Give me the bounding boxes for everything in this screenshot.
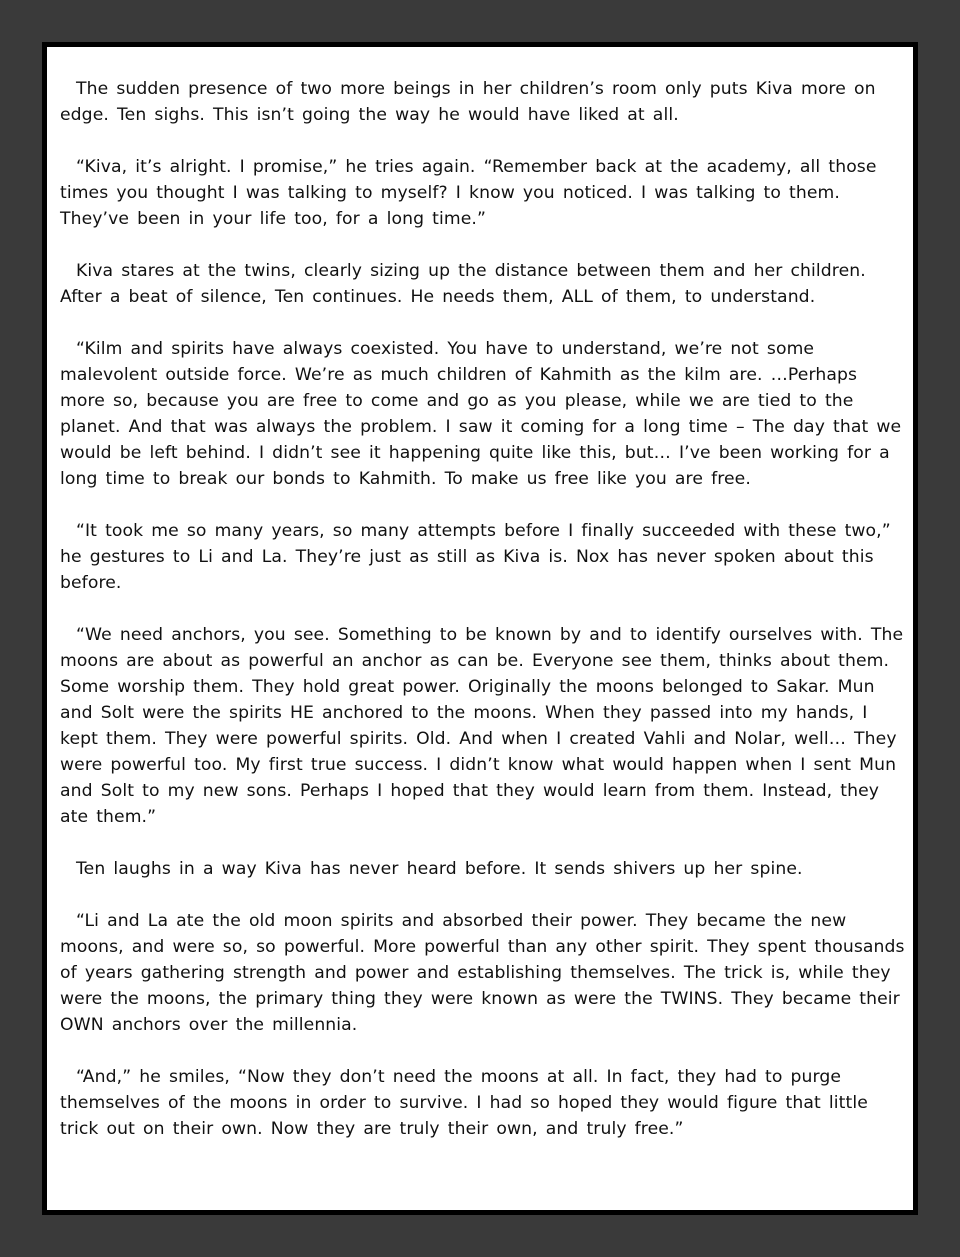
paragraph: “And,” he smiles, “Now they don’t need the moons at all. In fact, they had to purge themselves of the moons in order to survive. I had so hoped they would figure that little trick out on their own. Now they are truly their own, and truly free.” [60,1067,868,1139]
paragraph: “Li and La ate the old moon spirits and absorbed their power. They became the new moons, and were so, so powerful. More powerful than any other spirit. They spent thousands of years gathering strength and power and establishing themselves. The trick is, while they were the moons, the primary thing they were known as were the TWINS. They became their OWN anchors over the millennia. [60,911,905,1035]
paragraph: “We need anchors, you see. Something to be known by and to identify ourselves with. The moons are about as powerful an anchor as can be. Everyone see them, thinks about them. Some worship them. They hold great power. Originally the moons belonged to Sakar. Mun and Solt were the spirits HE anchored to the moons. When they passed into my hands, I kept them. They were powerful spirits. Old. And when I created Vahli and Nolar, well… They were powerful too. My first true success. I didn’t know what would happen when I sent Mun and Solt to my new sons. Perhaps I hoped that they would learn from them. Instead, they ate them.” [60,625,904,827]
paragraph: Kiva stares at the twins, clearly sizing up the distance between them and her children. After a beat of silence, Ten continues. He needs them, ALL of them, to understand. [60,261,866,307]
page-border [42,42,918,1215]
paragraph: Ten laughs in a way Kiva has never heard before. It sends shivers up her spine. [76,859,803,879]
paragraph: “Kilm and spirits have always coexisted. You have to understand, we’re not some malevolent outside force. We’re as much children of Kahmith as the kilm are. …Perhaps more so, because you are free to come and go as you please, while we are tied to the planet. And that was always the problem. I saw it coming for a long time – The day that we would be left behind. I didn’t see it happening quite like this, but… I’ve been working for a long time to break our bonds to Kahmith. To make us free like you are free. [60,339,902,489]
paragraph: “It took me so many years, so many attempts before I finally succeeded with these two,” he gestures to Li and La. They’re just as still as Kiva is. Nox has never spoken about this before. [60,521,891,593]
paragraph: “Kiva, it’s alright. I promise,” he tries again. “Remember back at the academy, all those times you thought I was talking to myself? I know you noticed. I was talking to them. They’ve been in your life too, for a long time.” [60,157,877,229]
paragraph: The sudden presence of two more beings in her children’s room only puts Kiva more on edge. Ten sighs. This isn’t going the way he would have liked at all. [60,79,876,125]
text-panel [47,47,913,1210]
